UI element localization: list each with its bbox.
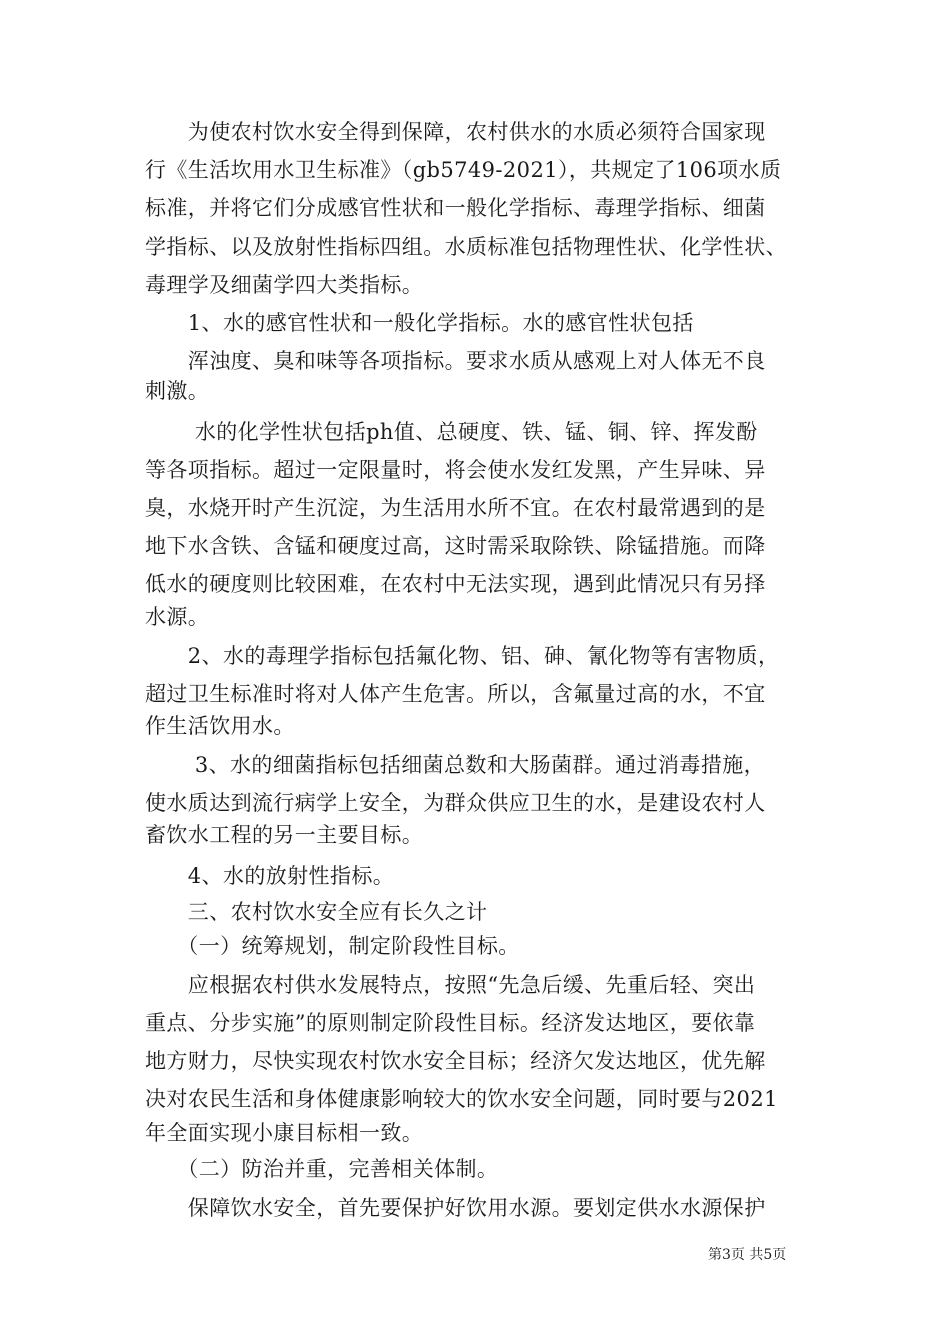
text-line: 学指标、以及放射性指标四组。水质标准包括物理性状、化学性状、 xyxy=(145,235,787,259)
text-line: 地方财力，尽快实现农村饮水安全目标；经济欠发达地区，优先解 xyxy=(145,1049,766,1073)
text-line: 毒理学及细菌学四大类指标。 xyxy=(145,273,424,297)
text-line: 超过卫生标准时将对人体产生危害。所以，含氟量过高的水，不宜 xyxy=(145,682,766,706)
text-line: 三、农村饮水安全应有长久之计 xyxy=(145,900,488,924)
text-line: 标准，并将它们分成感官性状和一般化学指标、毒理学指标、细菌 xyxy=(145,196,766,220)
text-line: 2、水的毒理学指标包括氟化物、铝、砷、氰化物等有害物质， xyxy=(145,644,780,668)
text-line: 水源。 xyxy=(145,605,210,629)
text-line: 为使农村饮水安全得到保障，农村供水的水质必须符合国家现 xyxy=(145,120,766,144)
text-line: 作生活饮用水。 xyxy=(145,714,295,738)
text-line: 年全面实现小康目标相一致。 xyxy=(145,1121,424,1145)
text-line: （二）防治并重，完善相关体制。 xyxy=(145,1157,499,1181)
text-line: 保障饮水安全，首先要保护好饮用水源。要划定供水水源保护 xyxy=(145,1196,766,1220)
text-line: 地下水含铁、含锰和硬度过高，这时需采取除铁、除锰措施。而降 xyxy=(145,534,766,558)
text-line: 4、水的放射性指标。 xyxy=(145,864,395,888)
text-line: 3、水的细菌指标包括细菌总数和大肠菌群。通过消毒措施， xyxy=(145,753,766,777)
text-line: 使水质达到流行病学上安全，为群众供应卫生的水，是建设农村人 xyxy=(145,791,766,815)
text-line: 重点、分步实施”的原则制定阶段性目标。经济发达地区，要依靠 xyxy=(145,1011,756,1035)
text-line: 低水的硬度则比较困难，在农村中无法实现，遇到此情况只有另择 xyxy=(145,572,766,596)
text-line: 等各项指标。超过一定限量时，将会使水发红发黑，产生异味、异 xyxy=(145,458,766,482)
text-line: 1、水的感官性状和一般化学指标。水的感官性状包括 xyxy=(145,311,694,335)
text-line: 行《生活坎用水卫生标准》（gb5749-2021），共规定了106项水质 xyxy=(145,158,782,182)
text-line: 应根据农村供水发展特点，按照“先急后缓、先重后轻、突出 xyxy=(145,973,756,997)
text-line: 臭，水烧开时产生沉淀，为生活用水所不宜。在农村最常遇到的是 xyxy=(145,496,766,520)
text-line: （一）统筹规划，制定阶段性目标。 xyxy=(145,934,520,958)
text-line: 刺激。 xyxy=(145,379,210,403)
text-line: 浑浊度、臭和味等各项指标。要求水质从感观上对人体无不良 xyxy=(145,349,766,373)
text-line: 畜饮水工程的另一主要目标。 xyxy=(145,823,424,847)
page-number-footer: 第3页 共5页 xyxy=(708,1247,787,1263)
text-line: 决对农民生活和身体健康影响较大的饮水安全问题，同时要与2021 xyxy=(145,1087,778,1111)
text-line: 水的化学性状包括ph值、总硬度、铁、锰、铜、锌、挥发酚 xyxy=(145,420,758,444)
